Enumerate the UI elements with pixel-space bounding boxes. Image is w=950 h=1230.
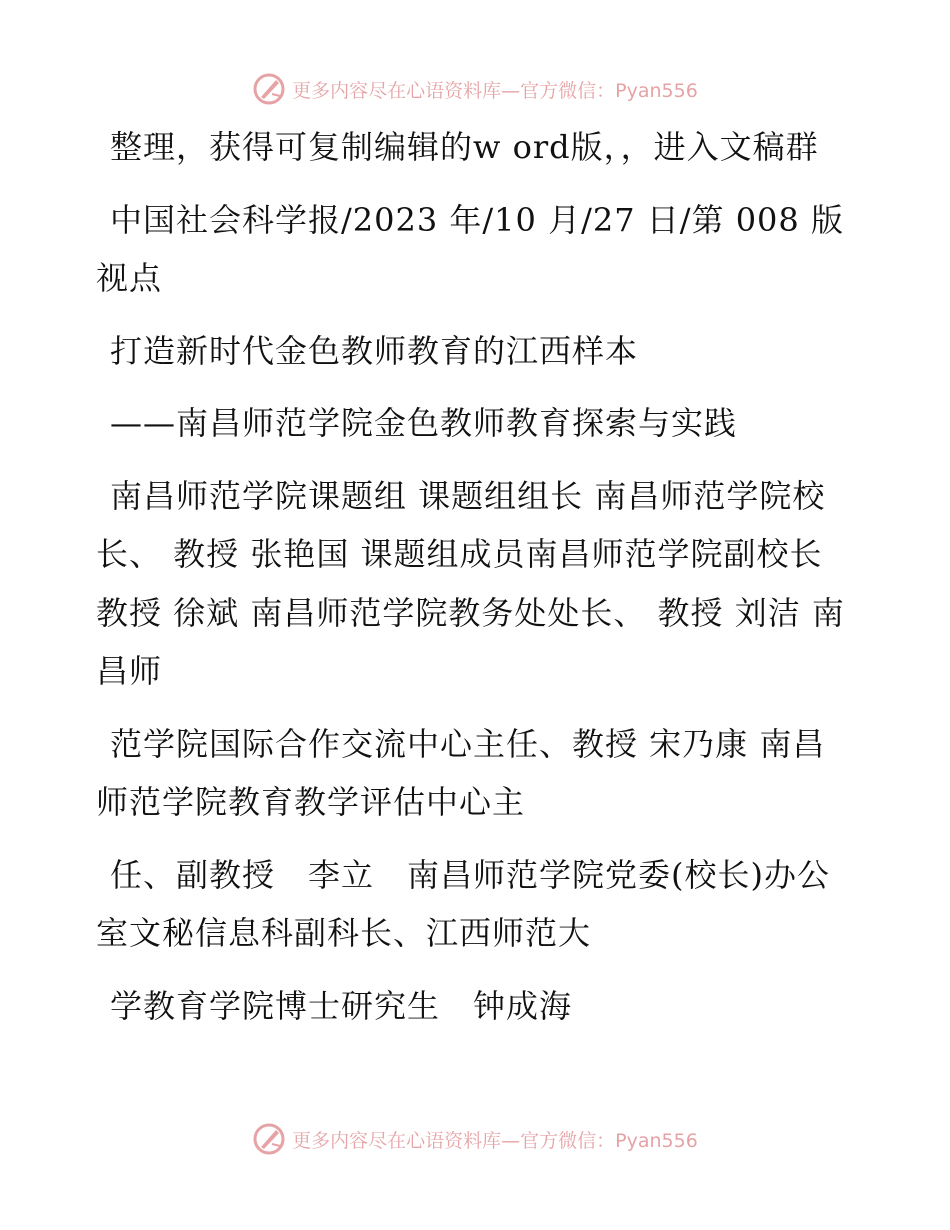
header-watermark — [0, 72, 950, 106]
watermark-text: 更多内容尽在心语资料库—官方微信：Pyan556 — [292, 79, 698, 102]
quill-pen-logo-icon — [252, 1122, 286, 1156]
document-body — [96, 118, 856, 1049]
article-subtitle: ——南昌师范学院金色教师教育探索与实践 — [110, 404, 738, 442]
paragraph-authors-4: 学教育学院博士研究生 钟成海 — [110, 986, 573, 1025]
paragraph-authors-1: 南昌师范学院课题组 课题组组长 南昌师范学院校长、 教授 张艳国 课题组成员南昌师范学院副校长 教授 徐斌 南昌师范学院教务处处长、 教授 刘洁 南昌师 — [96, 476, 845, 690]
quill-pen-logo-icon — [252, 72, 286, 106]
paragraph-source: 中国社会科学报/2023 年/10 月/27 日/第 008 版视点 — [96, 200, 844, 297]
paragraph-intro: 整理，获得可复制编辑的w ord版，，进入文稿群 — [110, 128, 819, 166]
article-title: 打造新时代金色教师教育的江西样本 — [110, 331, 639, 370]
watermark-text: 更多内容尽在心语资料库—官方微信：Pyan556 — [292, 1129, 698, 1152]
footer-watermark — [0, 1122, 950, 1156]
paragraph-authors-2: 范学院国际合作交流中心主任、教授 宋乃康 南昌师范学院教育教学评估中心主 — [96, 724, 826, 821]
paragraph-authors-3: 任、副教授 李立 南昌师范学院党委(校长)办公室文秘信息科副科长、江西师范大 — [96, 855, 830, 952]
